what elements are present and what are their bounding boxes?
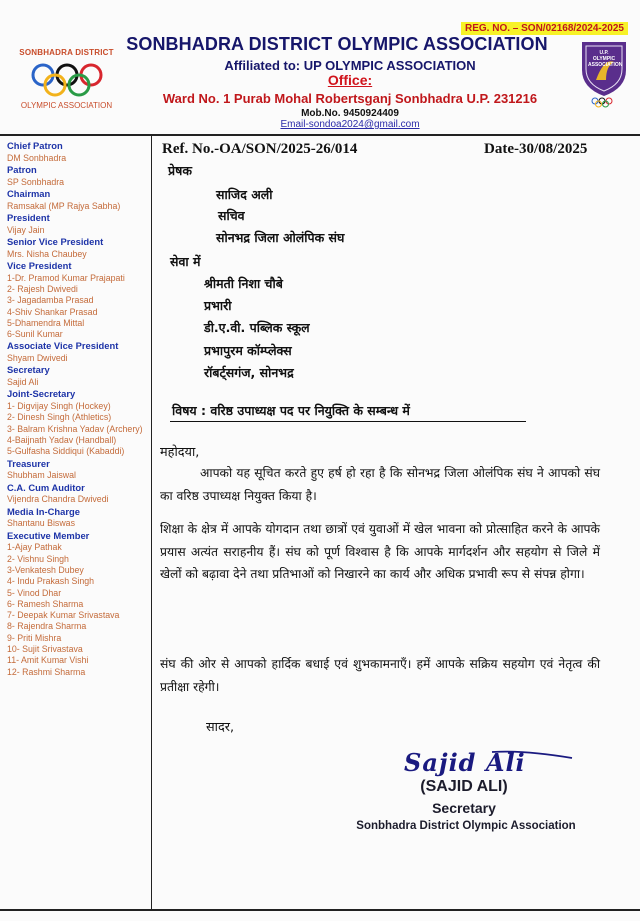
- sidebar-member-name: 4- Indu Prakash Singh: [7, 576, 95, 587]
- sidebar-member-name: Shyam Dwivedi: [7, 353, 68, 364]
- footer-divider: [0, 909, 640, 911]
- subject-underline: [170, 421, 526, 422]
- sender-name: साजिद अली: [216, 187, 273, 202]
- sidebar-role-title: Senior Vice President: [7, 236, 104, 247]
- sidebar-member-name: 11- Amit Kumar Vishi: [7, 655, 89, 666]
- sidebar-member-name: DM Sonbhadra: [7, 152, 67, 163]
- sidebar-member-name: 6- Ramesh Sharma: [7, 598, 84, 609]
- sidebar-member-name: 6-Sunil Kumar: [7, 329, 63, 340]
- sidebar-member-name: Vijendra Chandra Dwivedi: [7, 494, 109, 505]
- up-olympic-logo: [576, 38, 632, 108]
- sidebar-member-name: Ramsakal (MP Rajya Sabha): [7, 200, 121, 211]
- sidebar-member-name: 3-Venkatesh Dubey: [7, 564, 84, 575]
- sender-designation: सचिव: [218, 208, 245, 223]
- sidebar-role-title: Joint-Secretary: [7, 388, 76, 400]
- sender-organization: सोनभद्र जिला ओलंपिक संघ: [216, 230, 345, 245]
- sidebar-role-title: Chairman: [7, 188, 51, 199]
- sidebar-member-name: 5- Vinod Dhar: [7, 587, 62, 598]
- sidebar-member-name: 12- Rashmi Sharma: [7, 666, 86, 677]
- signatory-organization: Sonbhadra District Olympic Association: [356, 820, 576, 832]
- olympic-rings-icon: [29, 63, 105, 97]
- signature-text: Sajid Ali: [404, 748, 526, 777]
- sidebar-member-name: 7- Deepak Kumar Srivastava: [7, 610, 120, 621]
- sidebar-role-title: C.A. Cum Auditor: [7, 481, 85, 493]
- sidebar-member-name: 3- Jagadamba Prasad: [7, 295, 94, 306]
- sidebar-member-name: 5-Dhamendra Mittal: [7, 317, 85, 328]
- sidebar-member-name: 1-Ajay Pathak: [7, 542, 62, 553]
- sidebar-role-title: Secretary: [7, 364, 50, 376]
- sidebar-role-title: President: [7, 212, 50, 223]
- recipient-address-line1: प्रभापुरम कॉम्प्लेक्स: [204, 343, 292, 358]
- up-olympic-shield-icon: [576, 38, 632, 108]
- sidebar-role-title: Treasurer: [7, 457, 50, 469]
- district-logo-top-text: SONBHADRA DISTRICT: [19, 48, 114, 57]
- sidebar-member-name: Shubham Jaiswal: [7, 470, 76, 481]
- district-logo: [14, 48, 119, 110]
- mobile-number: Mob.No. 9450924409: [301, 108, 399, 119]
- district-logo-bottom-text: OLYMPIC ASSOCIATION: [20, 101, 113, 110]
- closing: सादर,: [206, 720, 235, 735]
- sidebar-member-name: 10- Sujit Srivastava: [7, 644, 83, 655]
- affiliation: Affiliated to: UP OLYMPIC ASSOCIATION: [224, 58, 476, 73]
- letter-subject: विषय : वरिष्ठ उपाध्यक्ष पद पर नियुक्ति के सम्बन्ध में: [172, 403, 410, 418]
- sidebar-member-name: 1-Dr. Pramod Kumar Prajapati: [7, 272, 125, 283]
- recipient-label: सेवा में: [170, 254, 201, 269]
- sidebar-member-name: 3- Balram Krishna Yadav (Archery): [7, 423, 143, 434]
- sender-label: प्रेषक: [168, 163, 192, 178]
- signatory-name: (SAJID ALI): [420, 778, 508, 795]
- recipient-name: श्रीमती निशा चौबे: [204, 276, 283, 291]
- salutation: महोदया,: [160, 445, 200, 460]
- email-link[interactable]: Email-sondoa2024@gmail.com: [280, 119, 420, 130]
- sidebar-role-title: Associate Vice President: [7, 340, 119, 352]
- reference-number: Ref. No.-OA/SON/2025-26/014: [162, 141, 358, 157]
- recipient-designation: प्रभारी: [204, 298, 232, 313]
- organization-name: SONBHADRA DISTRICT OLYMPIC ASSOCIATION: [126, 34, 548, 54]
- recipient-school: डी.ए.वी. पब्लिक स्कूल: [204, 320, 310, 335]
- sidebar-member-name: 9- Priti Mishra: [7, 632, 62, 643]
- sidebar-member-name: 5-Gulfasha Siddiqui (Kabaddi): [7, 446, 125, 457]
- sidebar-role-title: Executive Member: [7, 529, 90, 541]
- signatory-title: Secretary: [432, 800, 496, 816]
- office-bearers-sidebar: [0, 136, 152, 911]
- sidebar-role-title: Media In-Charge: [7, 505, 80, 517]
- sidebar-member-name: 8- Rajendra Sharma: [7, 621, 87, 632]
- paragraph-appointment: आपको यह सूचित करते हुए हर्ष हो रहा है कि सोनभद्र जिला ओलंपिक संघ ने आपको संघ का वरिष्ठ उपाध्यक्ष नियुक्त किया है।: [160, 466, 600, 503]
- sidebar-member-name: 2- Dinesh Singh (Athletics): [7, 412, 112, 423]
- letter-date: Date-30/08/2025: [484, 141, 588, 157]
- sidebar-member-name: Mrs. Nisha Chaubey: [7, 248, 87, 259]
- sidebar-role-title: Chief Patron: [7, 140, 63, 151]
- paragraph-appreciation: शिक्षा के क्षेत्र में आपके योगदान तथा छात्रों एवं युवाओं में खेल भावना को प्रोत्साहित करने के आपके प्रयास अत्यंत सराहनीय हैं। संघ को पूर्ण विश्वास है कि आपके मार्गदर्शन और सहयोग से जिले में खेलों को बढ़ावा देने तथा प्रतिभाओं को निखारने का कार्य और अधिक प्रभावी रूप से संपन्न होगा।: [160, 522, 600, 581]
- recipient-address-line2: रॉबर्ट्सगंज, सोनभद्र: [204, 365, 294, 380]
- sidebar-member-name: 1- Digvijay Singh (Hockey): [7, 401, 111, 412]
- office-address: Ward No. 1 Purab Mohal Robertsganj Sonbhadra U.P. 231216: [162, 91, 538, 106]
- sidebar-role-title: Vice President: [7, 260, 72, 271]
- registration-number: REG. NO. – SON/02168/2024-2025: [461, 22, 628, 35]
- sidebar-role-title: Patron: [7, 164, 37, 175]
- paragraph-wishes: संघ की ओर से आपको हार्दिक बधाई एवं शुभकामनाएँ। हमें आपके सक्रिय सहयोग एवं नेतृत्व की प्रतीक्षा रहेगी।: [160, 657, 600, 694]
- sidebar-member-name: 2- Vishnu Singh: [7, 553, 69, 564]
- sidebar-member-name: SP Sonbhadra: [7, 176, 65, 187]
- sidebar-member-name: Shantanu Biswas: [7, 518, 75, 529]
- office-label: Office:: [327, 72, 373, 88]
- sidebar-member-name: Vijay Jain: [7, 224, 45, 235]
- up-olympic-logo-text: U.P. OLYMPIC ASSOCIATION: [588, 50, 623, 68]
- sidebar-member-name: Sajid Ali: [7, 377, 39, 388]
- sidebar-member-name: 2- Rajesh Dwivedi: [7, 284, 78, 294]
- sidebar-member-name: 4-Baijnath Yadav (Handball): [7, 435, 117, 446]
- sidebar-member-name: 4-Shiv Shankar Prasad: [7, 306, 98, 317]
